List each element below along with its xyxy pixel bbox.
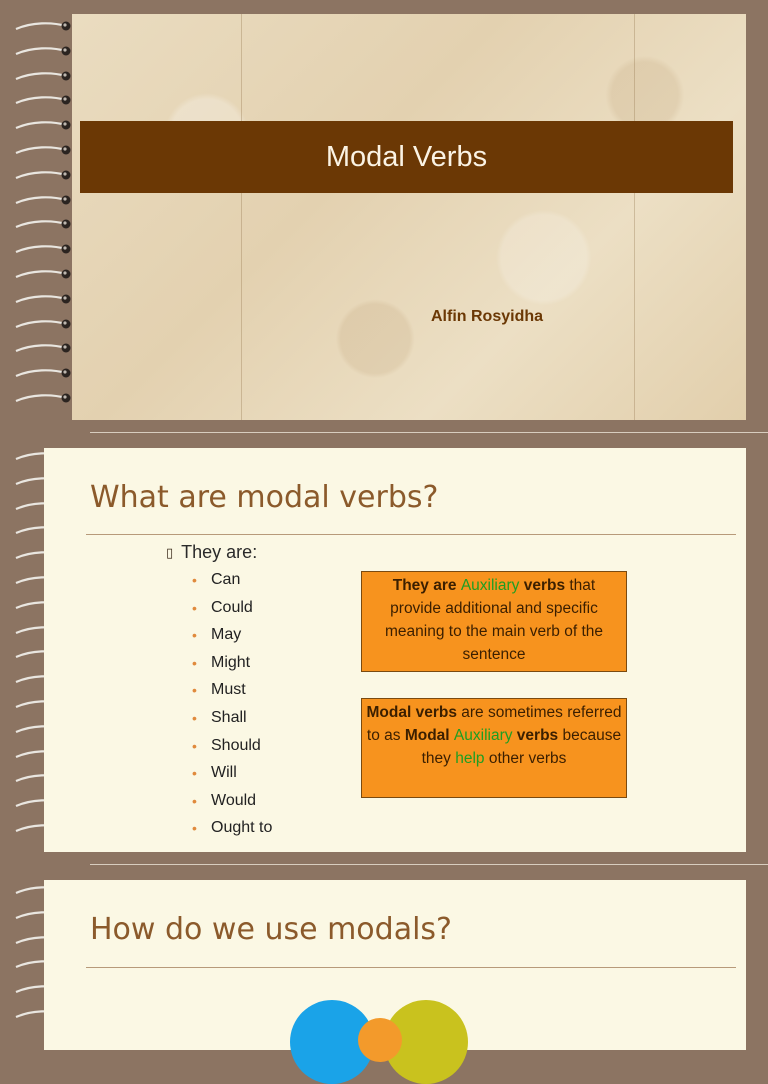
spiral-ring-icon: [14, 342, 76, 354]
bullet-dot-icon: •: [192, 654, 197, 671]
spiral-ring-icon: [14, 169, 76, 181]
bullet-dot-icon: •: [192, 737, 197, 754]
spiral-ring-icon: [14, 293, 76, 305]
spiral-ring-icon: [14, 243, 76, 255]
panel-divider: [634, 14, 635, 420]
square-bullet-icon: ▯: [166, 544, 174, 560]
usage-slide: [44, 880, 746, 1050]
spiral-ring-icon: [14, 45, 76, 57]
spiral-ring-icon: [14, 119, 76, 131]
list-item: • Could: [192, 597, 272, 625]
list-item: • Will: [192, 762, 272, 790]
spiral-ring-icon: [14, 268, 76, 280]
alternate-name-callout: Modal verbs are sometimes referred to as Modal Auxiliary verbs because they help other verbs: [361, 698, 627, 798]
slide-separator: [90, 864, 768, 865]
intro-bullet: [166, 542, 257, 563]
title-band: [80, 121, 733, 193]
bullet-dot-icon: •: [192, 599, 197, 616]
bullet-dot-icon: •: [192, 765, 197, 782]
bullet-dot-icon: •: [192, 709, 197, 726]
list-item: • Can: [192, 569, 272, 597]
heading-rule: [86, 534, 736, 535]
list-item: • Must: [192, 679, 272, 707]
spiral-binding: [0, 20, 80, 420]
list-item: • Would: [192, 790, 272, 818]
panel-divider: [241, 14, 242, 420]
definition-callout: They are Auxiliary verbs that provide additional and specific meaning to the main verb of the sentence: [361, 571, 627, 672]
list-item: • Should: [192, 735, 272, 763]
list-item: • Might: [192, 652, 272, 680]
spiral-ring-icon: [14, 367, 76, 379]
spiral-ring-icon: [14, 94, 76, 106]
slide-title: Modal Verbs: [325, 140, 488, 173]
list-item: • Ought to: [192, 817, 272, 845]
slide-heading: What are modal verbs?: [90, 480, 439, 515]
spiral-ring-icon: [14, 194, 76, 206]
bullet-dot-icon: •: [192, 820, 197, 837]
slide-separator: [90, 432, 768, 433]
orange-circle: [358, 1018, 402, 1062]
slide-heading: How do we use modals?: [90, 912, 452, 947]
title-slide: [72, 14, 746, 420]
spiral-ring-icon: [14, 20, 76, 32]
heading-rule: [86, 967, 736, 968]
spiral-ring-icon: [14, 70, 76, 82]
definition-slide: [44, 448, 746, 852]
intro-text: They are:: [181, 542, 258, 562]
modal-verb-list: [192, 569, 272, 845]
spiral-ring-icon: [14, 392, 76, 404]
bullet-dot-icon: •: [192, 572, 197, 588]
bullet-dot-icon: •: [192, 682, 197, 699]
author-name: Alfin Rosyidha: [431, 308, 544, 325]
list-item: • Shall: [192, 707, 272, 735]
list-item: • May: [192, 624, 272, 652]
spiral-ring-icon: [14, 144, 76, 156]
bullet-dot-icon: •: [192, 792, 197, 809]
bullet-dot-icon: •: [192, 627, 197, 644]
spiral-ring-icon: [14, 218, 76, 230]
spiral-ring-icon: [14, 318, 76, 330]
